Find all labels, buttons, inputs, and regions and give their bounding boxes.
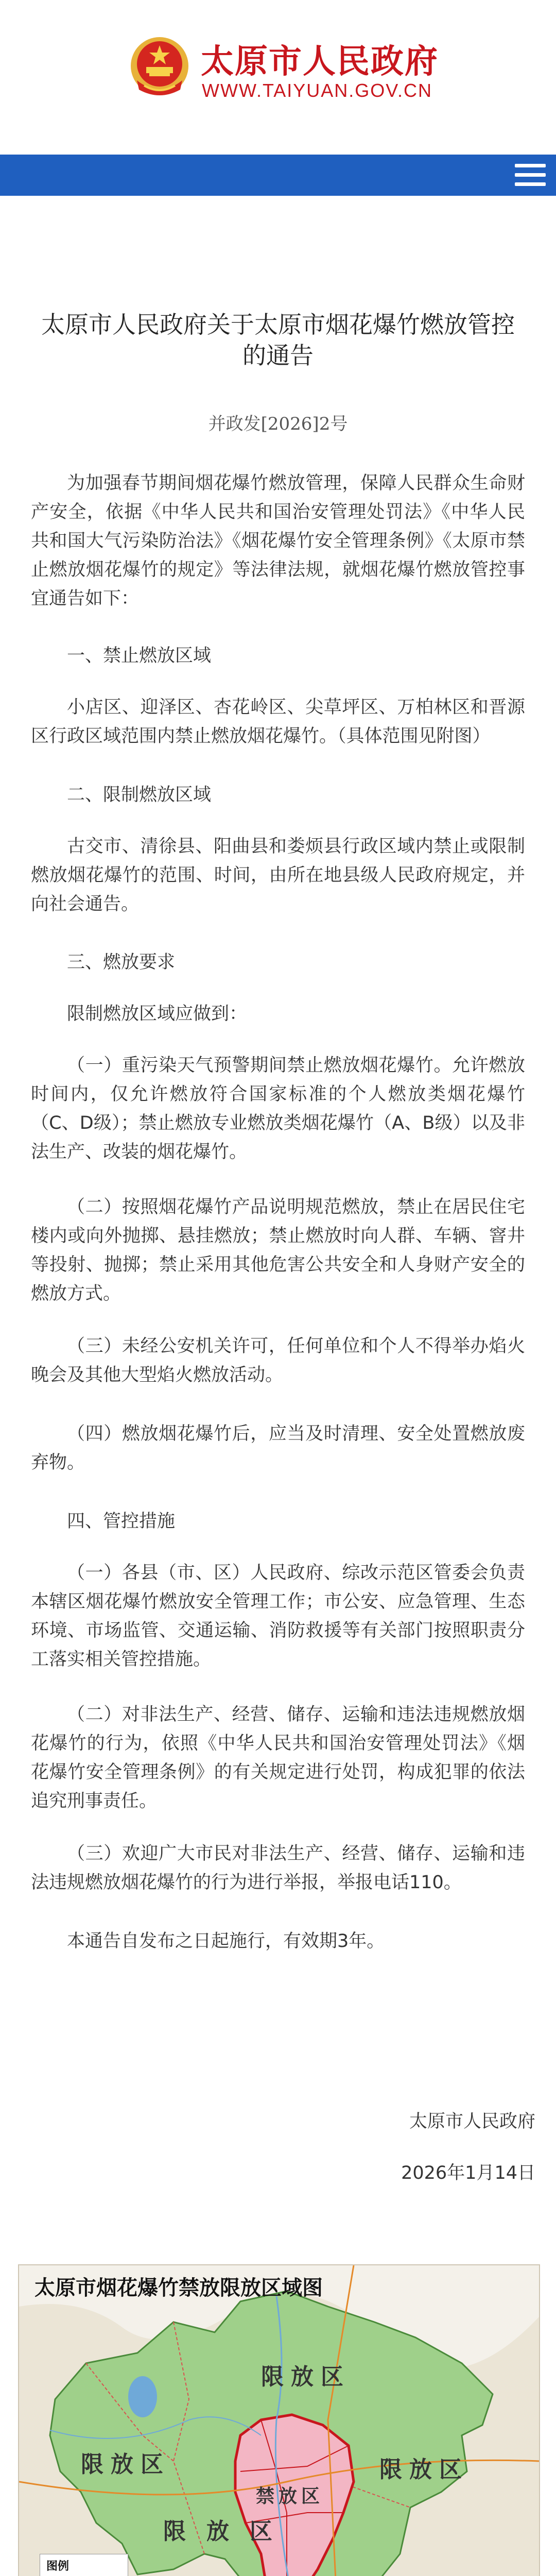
national-emblem-icon <box>129 34 190 101</box>
map-title: 太原市烟花爆竹禁放限放区域图 <box>34 2276 323 2300</box>
paragraph: 古交市、清徐县、阳曲县和娄烦县行政区域内禁止或限制燃放烟花爆竹的范围、时间，由所在地县级人民政府规定，并向社会通告。 <box>31 836 525 914</box>
map-legend <box>40 2554 128 2576</box>
paragraph: （一）各县（市、区）人民政府、综改示范区管委会负责本辖区烟花爆竹燃放安全管理工作；市公安、应急管理、生态环境、市场监管、交通运输、消防救援等有关部门按照职责分工落实相关管控措施。 <box>31 1563 525 1670</box>
paragraph: （一）重污染天气预警期间禁止燃放烟花爆竹。允许燃放时间内，仅允许燃放符合国家标准的个人燃放类烟花爆竹（C、D级）；禁止燃放专业燃放类烟花爆竹（A、B级）以及非法生产、改装的烟花爆竹。 <box>31 1055 525 1162</box>
article-title: 太原市人民政府关于太原市烟花爆竹燃放管控的通告 <box>41 311 515 369</box>
site-logo[interactable] <box>129 31 438 108</box>
paragraph: （二）按照烟花爆竹产品说明规范燃放，禁止在居民住宅楼内或向外抛掷、悬挂燃放；禁止燃放时向人群、车辆、窨井等投射、抛掷；禁止采用其他危害公共安全和人身财产安全的燃放方式。 <box>31 1197 525 1304</box>
zone-label-restricted: 限放区 <box>81 2451 170 2478</box>
section-heading: 一、禁止燃放区域 <box>67 646 212 666</box>
paragraph: （三）未经公安机关许可，任何单位和个人不得举办焰火晚会及其他大型焰火燃放活动。 <box>31 1336 525 1385</box>
hamburger-menu-icon[interactable] <box>515 162 546 189</box>
paragraph: （三）欢迎广大市民对非法生产、经营、储存、运输和违法违规燃放烟花爆竹的行为进行举报，举报电话110。 <box>31 1843 525 1893</box>
zone-label-restricted: 限放区 <box>261 2364 351 2390</box>
signature: 太原市人民政府 <box>409 2111 535 2132</box>
site-title: 太原市人民政府 <box>201 42 439 81</box>
zone-label-restricted: 限放区 <box>163 2518 293 2545</box>
paragraph: 小店区、迎泽区、杏花岭区、尖草坪区、万柏林区和晋源区行政区域范围内禁止燃放烟花爆竹。（具体范围见附图） <box>31 697 525 747</box>
paragraph-intro: 为加强春节期间烟花爆竹燃放管理，保障人民群众生命财产安全，依据《中华人民共和国治安管理处罚法》《中华人民共和国大气污染防治法》《烟花爆竹安全管理条例》《太原市禁止燃放烟花爆竹的规定》等法律法规，就烟花爆竹燃放管控事宜通告如下： <box>31 473 525 609</box>
section-heading: 四、管控措施 <box>67 1511 176 1532</box>
zone-label-prohibited: 禁放区 <box>256 2485 324 2507</box>
nav-bar <box>0 155 556 196</box>
paragraph: （二）对非法生产、经营、储存、运输和违法违规燃放烟花爆竹的行为，依照《中华人民共和国治安管理处罚法》《烟花爆竹安全管理条例》的有关规定进行处罚，构成犯罪的依法追究刑事责任。 <box>31 1704 525 1811</box>
paragraph: 限制燃放区域应做到： <box>67 1004 248 1024</box>
section-heading: 三、燃放要求 <box>67 952 176 973</box>
doc-number: 并政发[2026]2号 <box>208 414 348 434</box>
zone-map <box>18 2264 540 2576</box>
paragraph: （四）燃放烟花爆竹后，应当及时清理、安全处置燃放废弃物。 <box>31 1423 525 1473</box>
site-header <box>0 0 556 155</box>
paragraph: 本通告自发布之日起施行，有效期3年。 <box>67 1931 385 1952</box>
zone-label-restricted: 限放区 <box>379 2456 469 2483</box>
section-heading: 二、限制燃放区域 <box>67 785 212 805</box>
legend-title: 图例 <box>46 2560 70 2573</box>
site-url: WWW.TAIYUAN.GOV.CN <box>202 80 433 101</box>
issue-date: 2026年1月14日 <box>401 2163 535 2183</box>
